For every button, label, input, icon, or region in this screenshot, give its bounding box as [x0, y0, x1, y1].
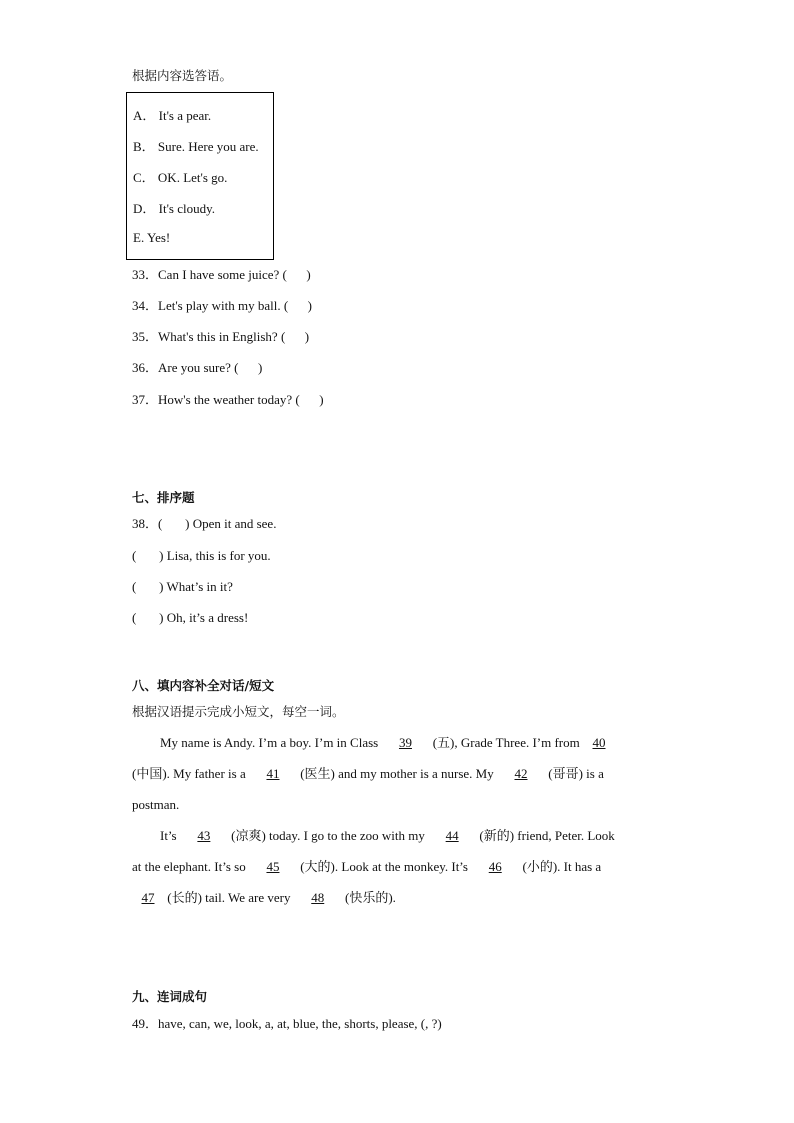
- option-b: B． Sure. Here you are.: [133, 139, 259, 154]
- option-c: C． OK. Let's go.: [133, 170, 228, 185]
- passage-line: postman.: [132, 797, 180, 812]
- section-8-instruction: 根据汉语提示完成小短文，每空一词。: [132, 704, 345, 719]
- blank-45: 45: [266, 859, 280, 874]
- blank-46: 46: [488, 859, 502, 874]
- instruction-choose-answer: 根据内容选答语。: [132, 68, 233, 83]
- options-box: [126, 92, 274, 260]
- passage-paragraph-1: [132, 734, 662, 824]
- passage-line: 47 (长的) tail. We are very 48 (快乐的).: [132, 889, 396, 907]
- option-a: A． It's a pear.: [133, 108, 212, 123]
- question-33: 33．Can I have some juice? ( ): [132, 267, 311, 282]
- blank-42: 42: [514, 766, 528, 781]
- ordering-item-38: 38．( ) Open it and see.: [132, 516, 277, 531]
- passage-paragraph-2: [132, 827, 662, 917]
- question-35: 35．What's this in English? ( ): [132, 329, 310, 344]
- blank-40: 40: [592, 735, 606, 750]
- passage-line: My name is Andy. I’m a boy. I’m in Class 39 (五), Grade Three. I’m from 40: [160, 734, 615, 752]
- blank-48: 48: [311, 890, 325, 905]
- blank-43: 43: [197, 828, 211, 843]
- blank-44: 44: [445, 828, 459, 843]
- blank-39: 39: [398, 735, 412, 750]
- section-9-heading: 九、连词成句: [132, 989, 208, 1004]
- section-8-heading: 八、填内容补全对话/短文: [132, 678, 275, 693]
- section-7-heading: 七、排序题: [132, 490, 195, 505]
- option-d: D． It's cloudy.: [133, 201, 216, 216]
- option-e: E. Yes!: [133, 230, 171, 245]
- passage-line: (中国). My father is a 41 (医生) and my mother is a nurse. My 42 (哥哥) is a: [132, 766, 604, 781]
- passage-line: at the elephant. It’s so 45 (大的). Look at the monkey. It’s 46 (小的). It has a: [132, 859, 602, 874]
- ordering-item: ( ) Lisa, this is for you.: [132, 548, 271, 563]
- passage-line: It’s 43 (凉爽) today. I go to the zoo with my 44 (新的) friend, Peter. Look: [160, 828, 615, 843]
- ordering-item: ( ) What’s in it?: [132, 579, 233, 594]
- question-34: 34．Let's play with my ball. ( ): [132, 298, 313, 313]
- sentence-item-49: 49．have, can, we, look, a, at, blue, the, shorts, please, (, ?): [132, 1016, 442, 1031]
- ordering-item: ( ) Oh, it’s a dress!: [132, 610, 249, 625]
- question-36: 36．Are you sure? ( ): [132, 360, 263, 375]
- question-37: 37．How's the weather today? ( ): [132, 392, 324, 407]
- blank-47: 47: [141, 890, 155, 905]
- blank-41: 41: [266, 766, 280, 781]
